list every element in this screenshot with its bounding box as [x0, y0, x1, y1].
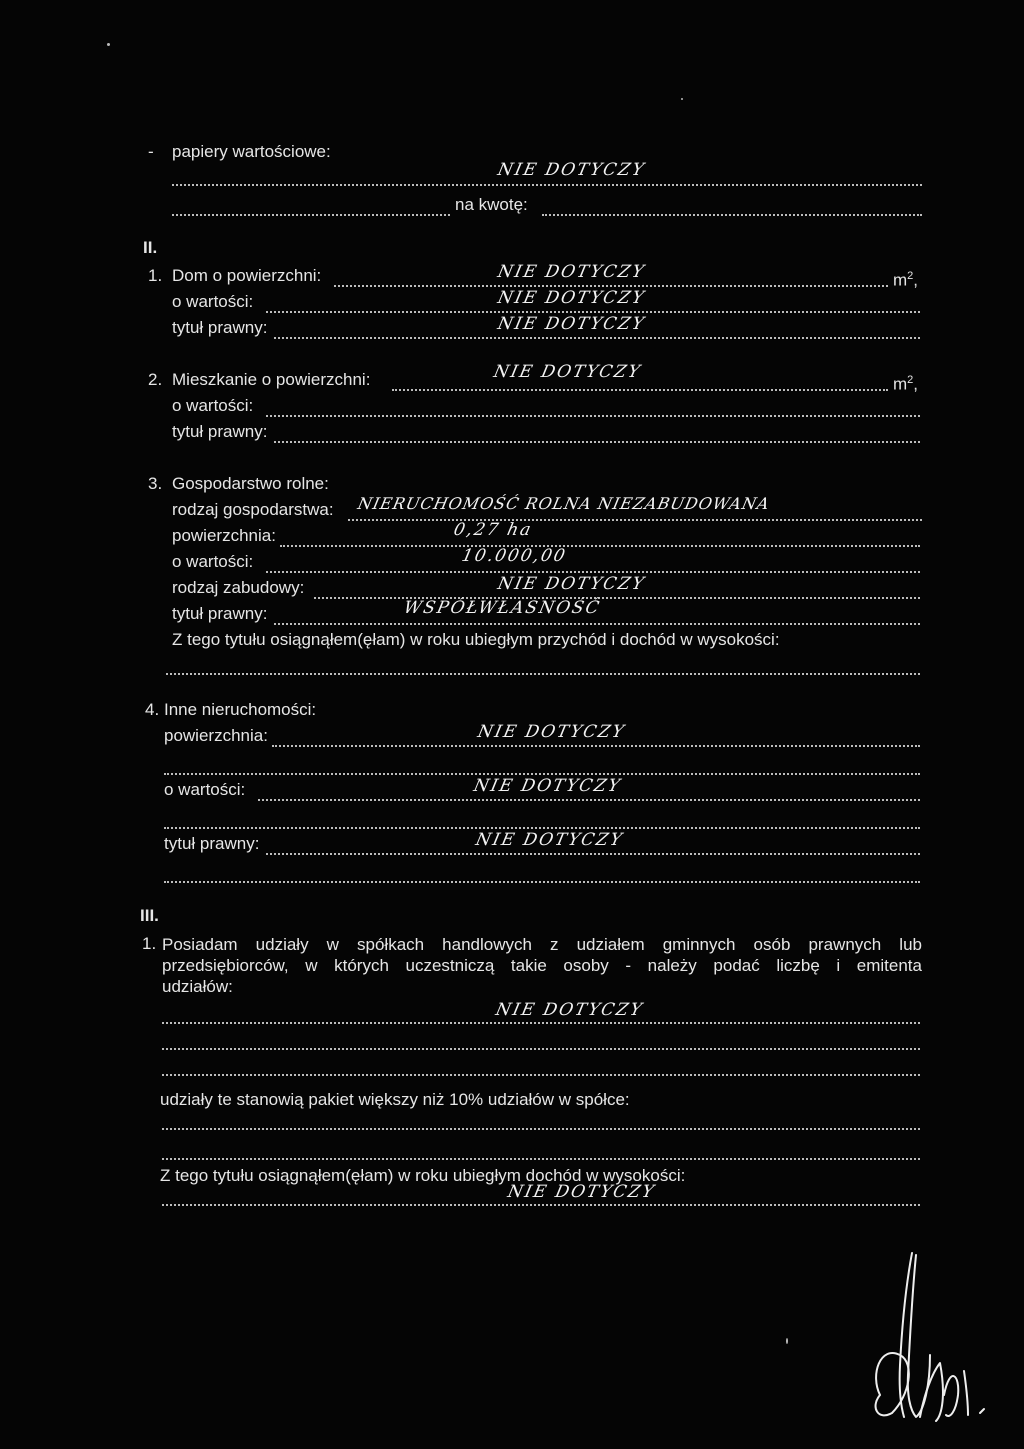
dotted-line — [162, 1048, 920, 1050]
dotted-line — [274, 441, 920, 443]
other-value-handwritten: NIE DOTYCZY — [471, 776, 624, 796]
other-area-label: powierzchnia: — [164, 726, 268, 745]
farm-income-text: Z tego tytułu osiągnąłem(ęłam) w roku ubiegłym przychód i dochód w wysokości: — [172, 630, 780, 649]
house-value-handwritten: NIE DOTYCZY — [495, 288, 648, 308]
section-3-heading: III. — [140, 906, 159, 925]
other-heading: Inne nieruchomości: — [164, 700, 317, 719]
flat-title-label: tytuł prawny: — [172, 422, 268, 441]
house-area-handwritten: NIE DOTYCZY — [495, 262, 648, 282]
farm-type-handwritten: NIERUCHOMOŚĆ ROLNA NIEZABUDOWANA — [355, 494, 772, 513]
dotted-line — [348, 519, 922, 521]
farm-value-label: o wartości: — [172, 552, 254, 571]
dotted-line — [162, 1128, 920, 1130]
house-number: 1. — [148, 266, 163, 285]
shares-income-handwritten: NIE DOTYCZY — [505, 1182, 658, 1202]
farm-building-handwritten: NIE DOTYCZY — [495, 574, 648, 594]
dotted-line — [272, 745, 920, 747]
dotted-line — [266, 311, 920, 313]
dotted-line — [166, 673, 920, 675]
house-area-unit: $m^2$, — [893, 270, 919, 290]
farm-value-handwritten: 10.000,00 — [459, 546, 569, 566]
house-title-handwritten: NIE DOTYCZY — [495, 314, 648, 334]
dotted-line — [162, 1204, 920, 1206]
speck — [681, 98, 683, 100]
shares-number: 1. — [142, 934, 157, 953]
dotted-line — [392, 389, 888, 391]
other-value-label: o wartości: — [164, 780, 246, 799]
dotted-line — [542, 214, 922, 216]
other-area-handwritten: NIE DOTYCZY — [475, 722, 628, 742]
flat-area-unit: $m^2$, — [893, 374, 919, 394]
flat-area-handwritten: NIE DOTYCZY — [491, 362, 644, 382]
farm-type-label: rodzaj gospodarstwa: — [172, 500, 334, 519]
amount-label: na kwotę: — [455, 195, 528, 214]
flat-area-label: Mieszkanie o powierzchni: — [172, 370, 371, 389]
speck — [786, 1338, 788, 1344]
securities-label: papiery wartościowe: — [172, 142, 331, 161]
dotted-line — [258, 799, 920, 801]
dotted-line — [266, 571, 920, 573]
list-bullet: - — [148, 142, 154, 161]
house-value-label: o wartości: — [172, 292, 254, 311]
farm-title-label: tytuł prawny: — [172, 604, 268, 623]
pakiet-text: udziały te stanowią pakiet większy niż 10% udziałów w spółce: — [160, 1090, 630, 1109]
securities-value-handwritten: NIE DOTYCZY — [495, 160, 648, 180]
farm-area-label: powierzchnia: — [172, 526, 276, 545]
shares-income-text: Z tego tytułu osiągnąłem(ęłam) w roku ubiegłym dochód w wysokości: — [160, 1166, 686, 1185]
dotted-line — [274, 337, 920, 339]
dotted-line — [172, 214, 450, 216]
dotted-line — [164, 827, 920, 829]
dotted-line — [280, 545, 920, 547]
signature — [820, 1245, 1000, 1425]
farm-building-label: rodzaj zabudowy: — [172, 578, 305, 597]
other-title-handwritten: NIE DOTYCZY — [473, 830, 626, 850]
dotted-line — [162, 1022, 920, 1024]
dotted-line — [162, 1158, 920, 1160]
shares-handwritten: NIE DOTYCZY — [493, 1000, 646, 1020]
house-title-label: tytuł prawny: — [172, 318, 268, 337]
other-number: 4. — [145, 700, 160, 719]
flat-value-label: o wartości: — [172, 396, 254, 415]
dotted-line — [164, 773, 920, 775]
other-title-label: tytuł prawny: — [164, 834, 260, 853]
flat-number: 2. — [148, 370, 163, 389]
dotted-line — [164, 881, 920, 883]
dotted-line — [266, 853, 920, 855]
section-2-heading: II. — [143, 238, 158, 257]
dotted-line — [172, 184, 922, 186]
farm-number: 3. — [148, 474, 163, 493]
farm-area-handwritten: 0,27 ha — [451, 520, 535, 540]
dotted-line — [334, 285, 888, 287]
shares-paragraph: Posiadam udziały w spółkach handlowych z udziałem gminnych osób prawnych lub przedsiębiorców, w których uczestniczą takie osoby - należy podać liczbę i emitenta udziałów: — [162, 935, 922, 996]
dotted-line — [274, 623, 920, 625]
farm-title-handwritten: WSPÓŁWŁASNOŚĆ — [401, 598, 603, 618]
house-area-label: Dom o powierzchni: — [172, 266, 322, 285]
speck — [107, 43, 110, 46]
dotted-line — [266, 415, 920, 417]
farm-heading: Gospodarstwo rolne: — [172, 474, 329, 493]
dotted-line — [162, 1074, 920, 1076]
